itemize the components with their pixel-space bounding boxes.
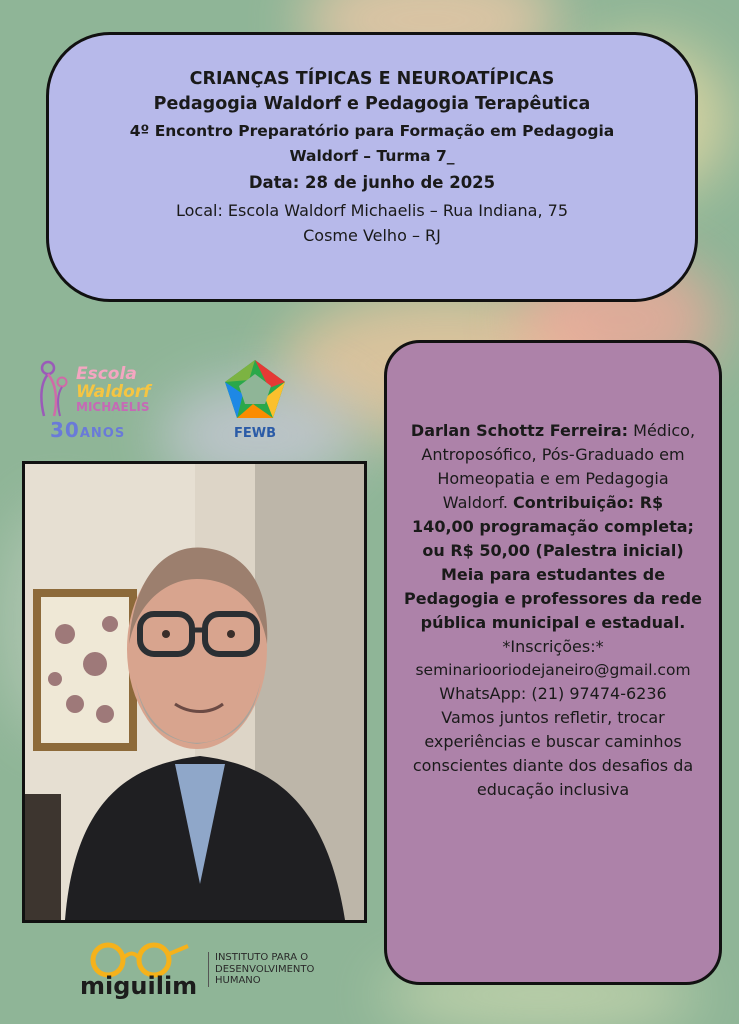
- contribution-label: Contribuição: R$: [513, 493, 664, 512]
- event-header-box: [46, 32, 698, 302]
- speaker-line-3: Homeopatia e em Pedagogia: [437, 469, 669, 488]
- discount-line-2: Pedagogia e professores da rede: [404, 589, 702, 608]
- event-location: Local: Escola Waldorf Michaelis – Rua Indiana, 75: [175, 201, 568, 221]
- encounter-line-2: Waldorf – Turma 7_: [289, 147, 455, 166]
- instituto-label: INSTITUTO PARA O DESENVOLVIMENTO HUMANO: [208, 952, 314, 987]
- closing-line-2: experiências e buscar caminhos: [424, 732, 682, 752]
- figures-icon: [36, 360, 72, 420]
- discount-line-3: pública municipal e estadual.: [420, 613, 686, 632]
- fewb-logo: [220, 358, 290, 442]
- event-date: Data: 28 de junho de 2025: [248, 172, 496, 192]
- speaker-info-box: [384, 340, 722, 985]
- registration-whatsapp: WhatsApp: (21) 97474-6236: [439, 684, 667, 704]
- closing-line-1: Vamos juntos refletir, trocar: [441, 708, 665, 728]
- fewb-label: FEWB: [233, 426, 276, 441]
- escola-line-2: Waldorf: [76, 382, 151, 402]
- speaker-portrait-image: [25, 464, 364, 920]
- event-city: Cosme Velho – RJ: [303, 226, 441, 246]
- escola-waldorf-logo: [36, 356, 151, 446]
- speaker-photo: [22, 461, 367, 923]
- contribution-line-3: ou R$ 50,00 (Palestra inicial): [422, 541, 684, 560]
- closing-line-4: educação inclusiva: [476, 780, 630, 800]
- speaker-line-4: Waldorf. Contribuição: R$: [442, 493, 664, 512]
- speaker-line-2: Antroposófico, Pós-Graduado em: [421, 445, 685, 464]
- escola-anniversary: 30ANOS: [50, 418, 126, 442]
- speaker-name: Darlan Schottz Ferreira:: [410, 421, 629, 440]
- encounter-line-1: 4º Encontro Preparatório para Formação em Pedagogia: [129, 121, 615, 140]
- registration-email: seminariooriodejaneiro@gmail.com: [415, 661, 691, 679]
- pentagon-icon: [223, 358, 287, 420]
- escola-line-3: MICHAELIS: [76, 400, 150, 414]
- contribution-line-2: 140,00 programação completa;: [412, 517, 694, 536]
- event-subtitle: Pedagogia Waldorf e Pedagogia Terapêutica: [153, 93, 591, 114]
- closing-line-3: conscientes diante dos desafios da: [412, 756, 694, 776]
- miguilim-wordmark: miguilim: [80, 972, 198, 1000]
- escola-line-1: Escola: [76, 364, 137, 384]
- event-title: CRIANÇAS TÍPICAS E NEUROATÍPICAS: [189, 69, 555, 89]
- speaker-line-1: Darlan Schottz Ferreira: Médico,: [410, 421, 696, 440]
- discount-line-1: Meia para estudantes de: [440, 565, 666, 584]
- registration-label: *Inscrições:*: [502, 637, 604, 656]
- miguilim-logo: [80, 940, 320, 1010]
